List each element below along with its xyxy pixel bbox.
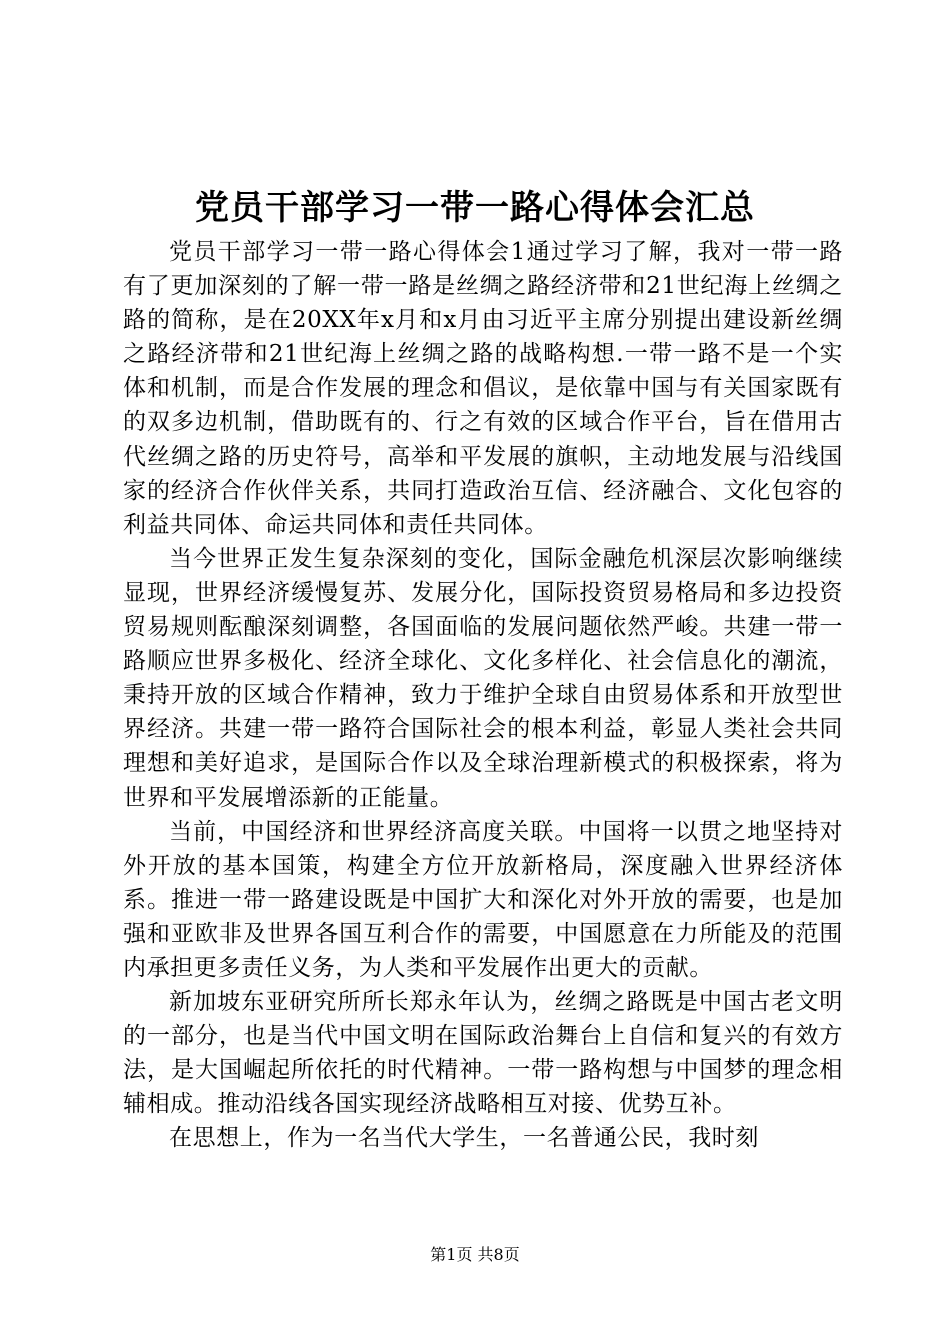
document-body bbox=[123, 235, 843, 1156]
body-paragraph: 在思想上，作为一名当代大学生，一名普通公民，我时刻 bbox=[169, 1125, 759, 1152]
body-paragraph: 当今世界正发生复杂深刻的变化，国际金融危机深层次影响继续显现，世界经济缓慢复苏、发展分化，国际投资贸易格局和多边投资贸易规则酝酿深刻调整，各国面临的发展问题依然严峻。共建一带一路顺应世界多极化、经济全球化、文化多样化、社会信息化的潮流，秉持开放的区域合作精神，致力于维护全球自由贸易体系和开放型世界经济。共建一带一路符合国际社会的根本利益，彰显人类社会共同理想和美好追求，是国际合作以及全球治理新模式的积极探索，将为世界和平发展增添新的正能量。 bbox=[123, 545, 843, 811]
body-paragraph: 当前，中国经济和世界经济高度关联。中国将一以贯之地坚持对外开放的基本国策，构建全方位开放新格局，深度融入世界经济体系。推进一带一路建设既是中国扩大和深化对外开放的需要，也是加强和亚欧非及世界各国互利合作的需要，中国愿意在力所能及的范围内承担更多责任义务，为人类和平发展作出更大的贡献。 bbox=[123, 818, 843, 981]
body-paragraph: 党员干部学习一带一路心得体会1通过学习了解，我对一带一路有了更加深刻的了解一带一路是丝绸之路经济带和21世纪海上丝绸之路的简称，是在20XX年x月和x月由习近平主席分别提出建设新丝绸之路经济带和21世纪海上丝绸之路的战略构想.一带一路不是一个实体和机制，而是合作发展的理念和倡议，是依靠中国与有关国家既有的双多边机制，借助既有的、行之有效的区域合作平台，旨在借用古代丝绸之路的历史符号，高举和平发展的旗帜，主动地发展与沿线国家的经济合作伙伴关系，共同打造政治互信、经济融合、文化包容的利益共同体、命运共同体和责任共同体。 bbox=[123, 239, 843, 538]
page-number-footer: 第1页 共8页 bbox=[430, 1245, 520, 1264]
body-paragraph: 新加坡东亚研究所所长郑永年认为，丝绸之路既是中国古老文明的一部分，也是当代中国文明在国际政治舞台上自信和复兴的有效方法，是大国崛起所依托的时代精神。一带一路构想与中国梦的理念相辅相成。推动沿线各国实现经济战略相互对接、优势互补。 bbox=[123, 989, 843, 1118]
document-title: 党员干部学习一带一路心得体会汇总 bbox=[195, 188, 755, 228]
